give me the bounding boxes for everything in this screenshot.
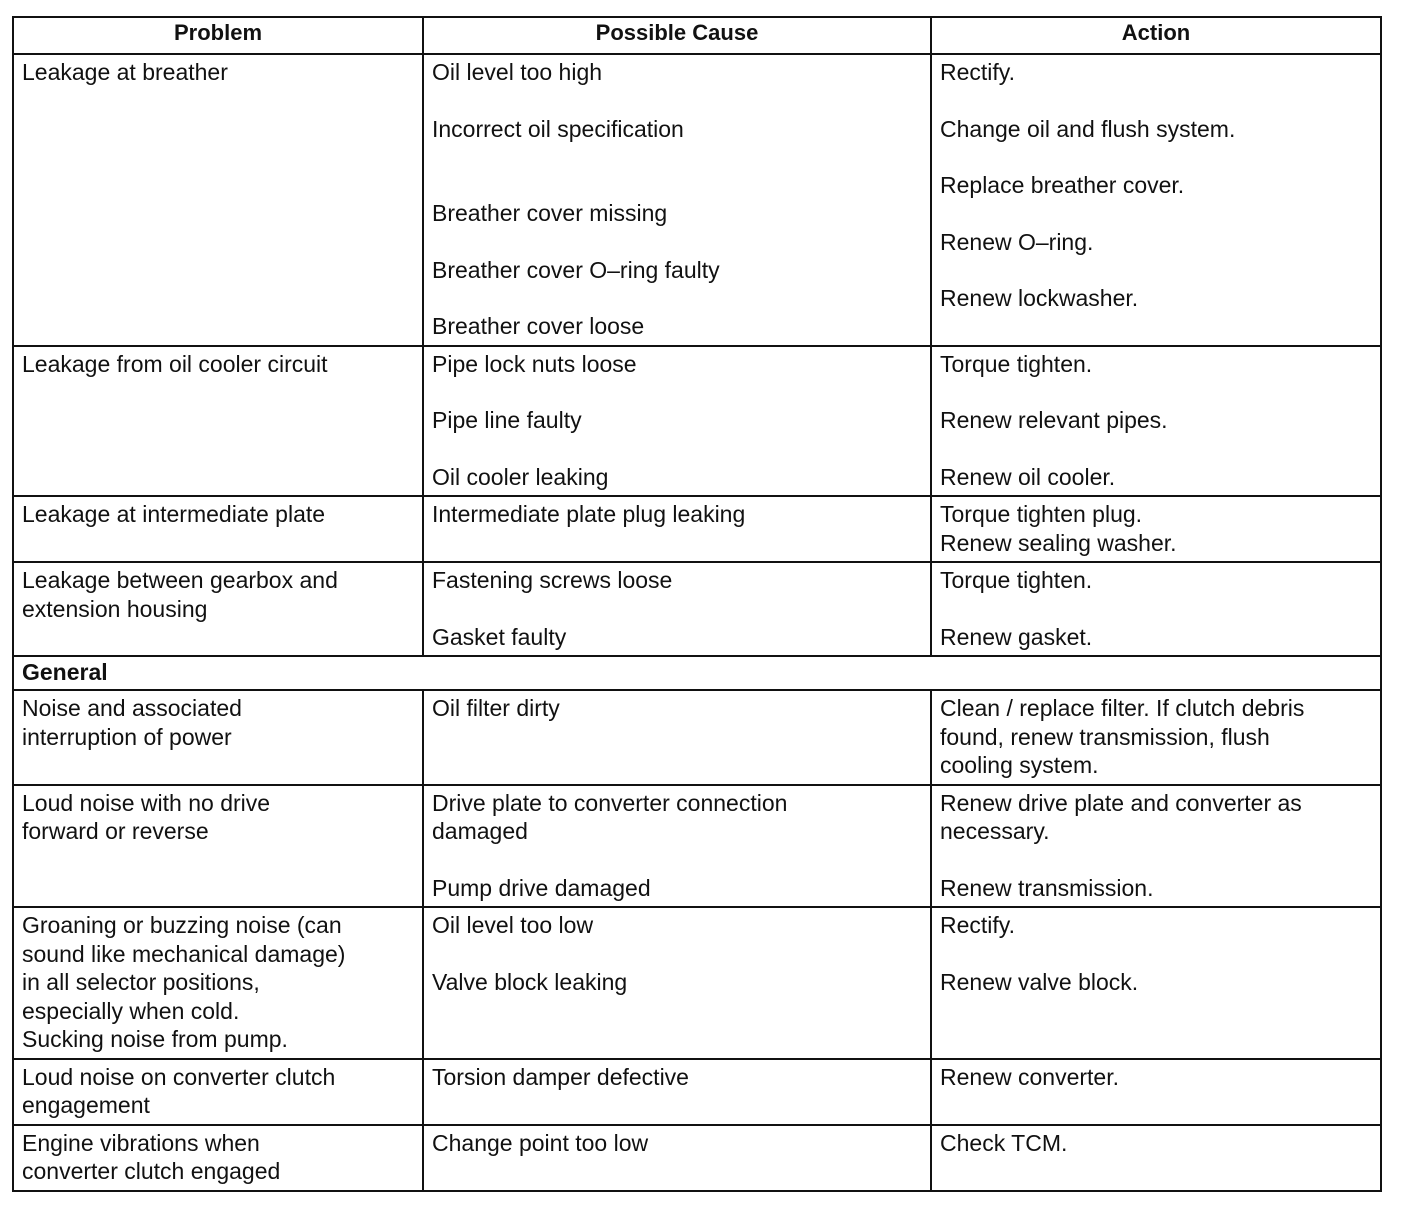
problem-text: engagement	[22, 1092, 150, 1118]
problem-text: Noise and associated	[22, 695, 242, 721]
action-cell	[931, 1125, 1381, 1191]
cause-cell	[423, 496, 931, 562]
header-row	[13, 17, 1381, 54]
cause-cell	[423, 1059, 931, 1125]
header-action: Action	[931, 17, 1381, 54]
cause-text: Pipe lock nuts loose	[432, 350, 637, 377]
table-row	[13, 1059, 1381, 1125]
problem-cell	[13, 346, 423, 497]
cause-text: Breather cover loose	[432, 313, 645, 339]
action-text: Torque tighten plug.	[940, 501, 1143, 527]
action-text: Change oil and flush system.	[940, 115, 1236, 142]
action-text: Clean / replace filter. If clutch debris	[940, 695, 1305, 721]
cause-cell	[423, 785, 931, 908]
cause-cell	[423, 54, 931, 346]
problem-text: extension housing	[22, 595, 208, 622]
problem-text: Engine vibrations when	[22, 1129, 260, 1156]
problem-cell	[13, 54, 423, 346]
cause-text: Breather cover missing	[432, 200, 668, 226]
table-row	[13, 1125, 1381, 1191]
action-text: Check TCM.	[940, 1129, 1068, 1156]
problem-cell	[13, 907, 423, 1059]
cause-text: Pump drive damaged	[432, 874, 651, 901]
cause-text: Intermediate plate plug leaking	[432, 501, 746, 527]
action-cell	[931, 346, 1381, 497]
action-text: Renew O–ring.	[940, 228, 1094, 255]
cause-cell	[423, 690, 931, 785]
action-text: Replace breather cover.	[940, 172, 1185, 198]
action-text: Renew sealing washer.	[940, 529, 1177, 556]
cause-text: Breather cover O–ring faulty	[432, 256, 720, 283]
action-text: Renew drive plate and converter as	[940, 789, 1302, 816]
action-cell	[931, 785, 1381, 908]
cause-text: Oil level too low	[432, 912, 594, 938]
cause-cell	[423, 907, 931, 1059]
action-text: Renew converter.	[940, 1063, 1119, 1090]
cause-text: Oil filter dirty	[432, 695, 560, 721]
section-heading-general: General	[13, 656, 1381, 690]
table-row	[13, 785, 1381, 908]
action-text: necessary.	[940, 818, 1050, 844]
cause-text: Oil cooler leaking	[432, 463, 609, 490]
action-text: Torque tighten.	[940, 350, 1093, 377]
action-text: Torque tighten.	[940, 567, 1093, 593]
table-row	[13, 690, 1381, 785]
problem-text: sound like mechanical damage)	[22, 940, 346, 967]
problem-text: Leakage at intermediate plate	[22, 501, 326, 527]
troubleshooting-table	[12, 16, 1382, 1192]
problem-text: Loud noise on converter clutch	[22, 1063, 336, 1090]
cause-text: Oil level too high	[432, 59, 603, 85]
problem-cell	[13, 690, 423, 785]
action-text: Rectify.	[940, 59, 1015, 85]
table-row	[13, 907, 1381, 1059]
table-row	[13, 496, 1381, 562]
problem-text: converter clutch engaged	[22, 1158, 281, 1184]
cause-cell	[423, 346, 931, 497]
problem-text: interruption of power	[22, 723, 232, 750]
problem-cell	[13, 785, 423, 908]
header-problem: Problem	[13, 17, 423, 54]
action-cell	[931, 1059, 1381, 1125]
problem-text: in all selector positions,	[22, 969, 260, 995]
cause-text: Change point too low	[432, 1129, 649, 1156]
action-cell	[931, 562, 1381, 656]
action-text: Rectify.	[940, 912, 1015, 938]
problem-text: forward or reverse	[22, 818, 209, 844]
cause-text: Fastening screws loose	[432, 567, 673, 593]
action-text: found, renew transmission, flush	[940, 723, 1270, 750]
problem-cell	[13, 1059, 423, 1125]
cause-text: damaged	[432, 818, 528, 844]
problem-text: Leakage between gearbox and	[22, 567, 338, 593]
problem-text: Sucking noise from pump.	[22, 1026, 288, 1052]
action-text: Renew relevant pipes.	[940, 407, 1168, 433]
action-cell	[931, 54, 1381, 346]
action-text: Renew valve block.	[940, 968, 1139, 995]
action-text: Renew lockwasher.	[940, 285, 1139, 311]
problem-text: Groaning or buzzing noise (can	[22, 912, 342, 938]
problem-cell	[13, 1125, 423, 1191]
header-possible-cause: Possible Cause	[423, 17, 931, 54]
action-text: Renew oil cooler.	[940, 463, 1116, 490]
cause-text: Gasket faulty	[432, 623, 567, 650]
action-text: Renew transmission.	[940, 874, 1154, 901]
troubleshooting-document	[12, 16, 1380, 1192]
cause-text: Valve block leaking	[432, 968, 628, 995]
action-cell	[931, 907, 1381, 1059]
cause-text: Drive plate to converter connection	[432, 789, 788, 816]
problem-text: Leakage from oil cooler circuit	[22, 350, 328, 377]
cause-text: Incorrect oil specification	[432, 115, 684, 142]
action-text: Renew gasket.	[940, 623, 1093, 650]
action-cell	[931, 690, 1381, 785]
cause-cell	[423, 562, 931, 656]
problem-text: Loud noise with no drive	[22, 789, 271, 816]
section-row	[13, 656, 1381, 690]
cause-text: Torsion damper defective	[432, 1063, 689, 1090]
problem-cell	[13, 562, 423, 656]
problem-cell	[13, 496, 423, 562]
cause-text: Pipe line faulty	[432, 407, 582, 433]
action-text: cooling system.	[940, 752, 1099, 778]
table-row	[13, 562, 1381, 656]
problem-text: Leakage at breather	[22, 59, 228, 85]
table-row	[13, 346, 1381, 497]
table-row	[13, 54, 1381, 346]
cause-cell	[423, 1125, 931, 1191]
problem-text: especially when cold.	[22, 997, 240, 1024]
action-cell	[931, 496, 1381, 562]
